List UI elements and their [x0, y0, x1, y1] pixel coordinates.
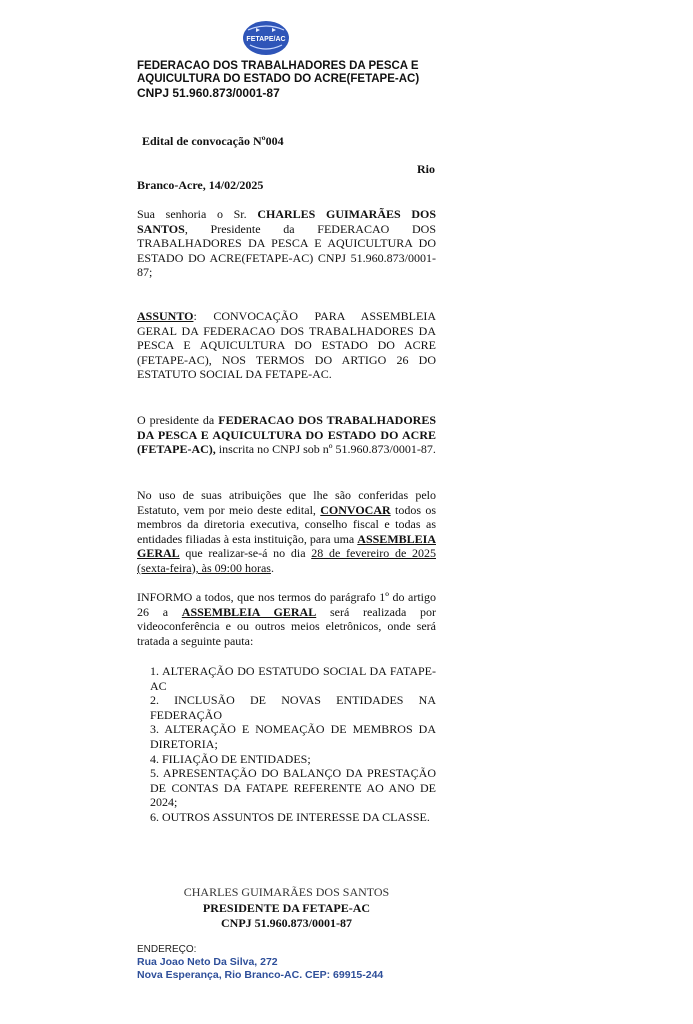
p4-text-3: que realizar-se-á no dia	[179, 546, 312, 561]
agenda-item: 5. APRESENTAÇÃO DO BALANÇO DA PRESTAÇÃO DE CONTAS DA FATAPE REFERENTE AO ANO DE 2024;	[150, 766, 436, 810]
agenda-item: 2. INCLUSÃO DE NOVAS ENTIDADES NA FEDERAÇÃO	[150, 693, 436, 722]
org-name-header: FEDERACAO DOS TRABALHADORES DA PESCA E AQUICULTURA DO ESTADO DO ACRE(FETAPE-AC)	[137, 60, 420, 85]
place-date: Branco-Acre, 14/02/2025	[137, 178, 264, 192]
edital-title: Edital de convocação Nº004	[142, 134, 284, 148]
address-line-2: Nova Esperança, Rio Branco-AC. CEP: 69915-244	[137, 969, 384, 981]
agenda-item: 3. ALTERAÇÃO E NOMEAÇÃO DE MEMBROS DA DIRETORIA;	[150, 722, 436, 751]
assembleia-geral-word: ASSEMBLEIA GERAL	[137, 531, 436, 561]
org-cnpj-header: CNPJ 51.960.873/0001-87	[137, 86, 280, 100]
p1-text-1: Sua senhoria o Sr.	[137, 207, 258, 221]
agenda-item: 1. ALTERAÇÃO DO ESTATUDO SOCIAL DA FATAPE-AC	[150, 664, 436, 693]
p4-text-4: .	[270, 560, 274, 575]
agenda-item: 4. FILIAÇÃO DE ENTIDADES;	[150, 751, 311, 766]
p3-text-2: inscrita no CNPJ sob nº 51.960.873/0001-87.	[215, 442, 436, 457]
signature-title: PRESIDENTE DA FETAPE-AC	[202, 901, 371, 915]
p3-org-name: FEDERACAO DOS TRABALHADORES DA PESCA E AQUICULTURA DO ESTADO DO ACRE (FETAPE-AC),	[137, 413, 436, 457]
p4-text-2: todos os membros da diretoria executiva, conselho fiscal e todas as entidades filiadas à esta instituição, para uma	[137, 502, 436, 546]
fetape-logo-emblem-icon	[242, 20, 290, 56]
address-label: ENDEREÇO:	[137, 944, 197, 955]
p3-text-1: O presidente da	[137, 413, 219, 427]
agenda-item: 6. OUTROS ASSUNTOS DE INTERESSE DA CLASSE.	[150, 809, 430, 824]
agenda-list	[150, 664, 436, 825]
p5-text-2: será realizada por videoconferência e ou outros meios eletrônicos, onde será tratada a seguinte pauta:	[137, 604, 437, 648]
p5-text-1: INFORMO a todos, que nos termos do parágrafo 1º do artigo 26 a	[137, 590, 436, 619]
place-rio: Rio	[417, 162, 435, 176]
paragraph-convocation	[137, 488, 436, 576]
logo-text: FETAPE/AC	[246, 36, 286, 43]
convocar-word: CONVOCAR	[320, 502, 391, 517]
p1-president-name: CHARLES GUIMARÃES DOS SANTOS	[137, 207, 436, 236]
p4-text-1: No uso de suas atribuições que lhe são conferidas pelo Estatuto, vem por meio deste edital,	[137, 488, 436, 517]
paragraph-inform	[137, 590, 436, 648]
address-line-1: Rua Joao Neto Da Silva, 272	[137, 956, 278, 968]
assembleia-geral-word-2: ASSEMBLEIA GERAL	[181, 604, 317, 619]
fetape-logo	[242, 20, 290, 56]
subject-label: ASSUNTO	[137, 309, 194, 323]
paragraph-addressee	[137, 207, 436, 280]
signature-name: CHARLES GUIMARÃES DOS SANTOS	[183, 885, 390, 899]
assembly-date: 28 de fevereiro de 2025 (sexta-feira), às 09:00 horas	[137, 546, 436, 575]
paragraph-president	[137, 413, 436, 457]
subject-text: : CONVOCAÇÃO PARA ASSEMBLEIA GERAL DA FEDERACAO DOS TRABALHADORES DA PESCA E AQUICULTURA DO ESTADO DO ACRE (FETAPE-AC), NOS TERMOS DO ARTIGO 26 DO ESTATUTO SOCIAL DA FETAPE-AC.	[137, 309, 436, 382]
paragraph-subject	[137, 309, 436, 382]
p1-text-2: , Presidente da FEDERACAO DOS TRABALHADORES DA PESCA E AQUICULTURA DO ESTADO DO ACRE(FETAPE-AC) CNPJ 51.960.873/0001-87;	[137, 221, 436, 280]
signature-cnpj: CNPJ 51.960.873/0001-87	[221, 916, 352, 930]
